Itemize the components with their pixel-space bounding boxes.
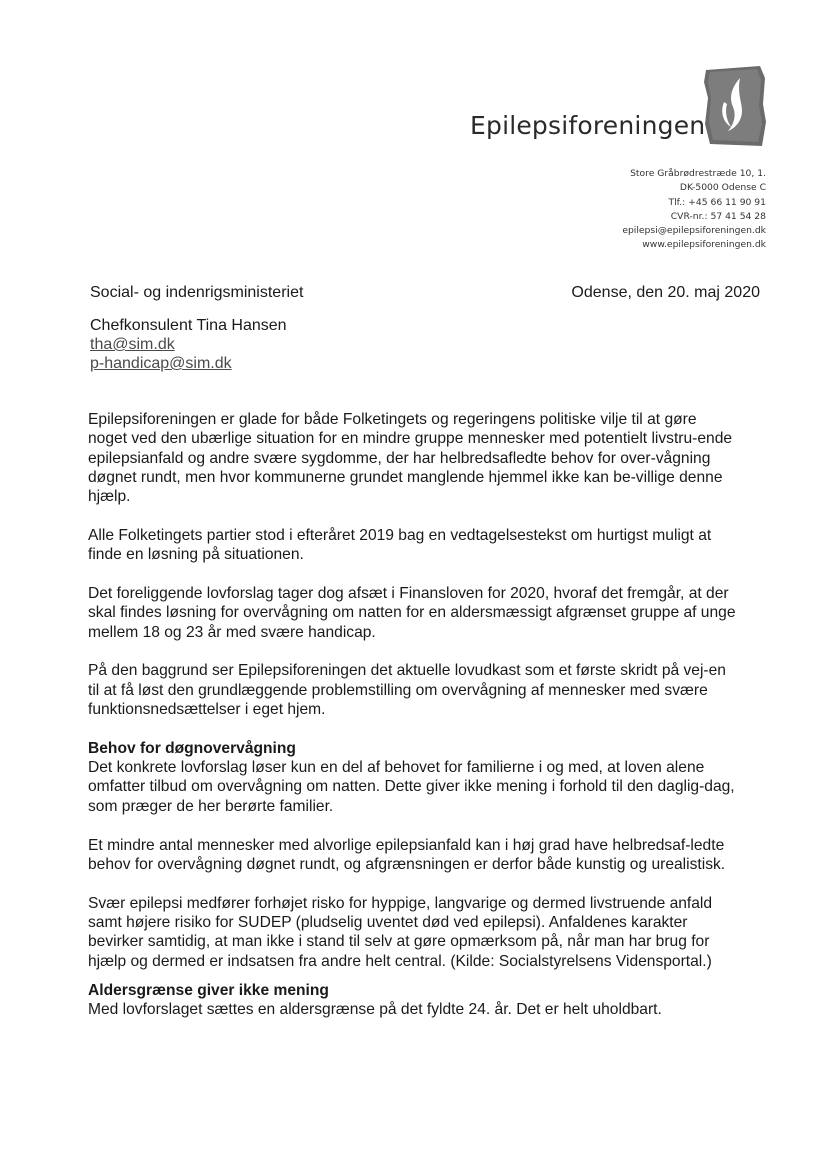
body-paragraph: Epilepsiforeningen er glade for både Folketingets og regeringens politiske vilje til at gøre noget ved den ubærlige situation for en mindre gruppe mennesker med potentielt livstru-ende epilepsianfald og andre svære sygdomme, der har helbredsafledte behov for over-vågning døgnet rundt, men hvor kommunerne grundet manglende hjemmel ikke kan be-villige denne hjælp.: [88, 411, 733, 506]
recipient-email-link[interactable]: p-handicap@sim.dk: [90, 355, 232, 372]
address-phone: Tlf.: +45 66 11 90 91: [668, 196, 766, 208]
recipient-block: [90, 316, 287, 373]
section-heading: Behov for døgnovervågning: [88, 739, 296, 757]
body-paragraph: På den baggrund ser Epilepsiforeningen det aktuelle lovudkast som et første skridt på vej-en til at få løst den grundlæggende problemstilling om overvågning af mennesker med svære funktionsnedsættelser i eget hjem.: [88, 662, 726, 719]
letter-date: Odense, den 20. maj 2020: [571, 284, 760, 301]
organization-name: Epilepsiforeningen: [470, 111, 706, 140]
recipient-email-link[interactable]: tha@sim.dk: [90, 336, 175, 353]
recipient-organization: Social- og indenrigsministeriet: [90, 284, 304, 301]
body-paragraph: Svær epilepsi medfører forhøjet risko for hyppige, langvarige og dermed livstruende anfald samt højere risiko for SUDEP (pludselig uventet død ved epilepsi). Anfaldenes karakter bevirker samtidig, at man ikke i stand til selv at gøre opmærksom på, når man har brug for hjælp og dermed er indsatsen fra andre helt central. (Kilde: Socialstyrelsens Vidensportal.): [88, 894, 713, 970]
address-cvr: CVR-nr.: 57 41 54 28: [670, 210, 766, 222]
letter-body: [88, 410, 738, 1039]
address-line: Store Gråbrødrestræde 10, 1.: [630, 168, 766, 179]
address-website[interactable]: www.epilepsiforeningen.dk: [642, 239, 766, 251]
section-heading: Aldersgrænse giver ikke mening: [88, 981, 329, 999]
body-paragraph: Det foreliggende lovforslag tager dog afsæt i Finansloven for 2020, hvoraf det fremgår, at der skal findes løsning for overvågning om natten for en aldersmæssigt afgrænset gruppe af unge mellem 18 og 23 år med svære handicap.: [88, 585, 736, 641]
body-paragraph: Det konkrete lovforslag løser kun en del af behovet for familierne i og med, at loven alene omfatter tilbud om overvågning om natten. Dette giver ikke mening i forhold til den daglig-dag, som præger de her berørte familier.: [88, 759, 735, 815]
body-paragraph: Alle Folketingets partier stod i efteråret 2019 bag en vedtagelsestekst om hurtigst muligt at finde en løsning på situationen.: [88, 526, 712, 564]
address-line: DK-5000 Odense C: [679, 182, 766, 194]
epilepsiforeningen-logo-icon: [702, 64, 768, 148]
recipient-name: Chefkonsulent Tina Hansen: [90, 317, 287, 334]
sender-address: [560, 167, 766, 253]
body-paragraph: Med lovforslaget sættes en aldersgrænse på det fyldte 24. år. Det er helt uholdbart.: [88, 1001, 662, 1019]
address-email[interactable]: epilepsi@epilepsiforeningen.dk: [622, 225, 766, 237]
body-paragraph: Et mindre antal mennesker med alvorlige epilepsianfald kan i høj grad have helbredsaf-ledte behov for overvågning døgnet rundt, og afgrænsningen er derfor både kunstig og urealistisk.: [88, 836, 726, 873]
